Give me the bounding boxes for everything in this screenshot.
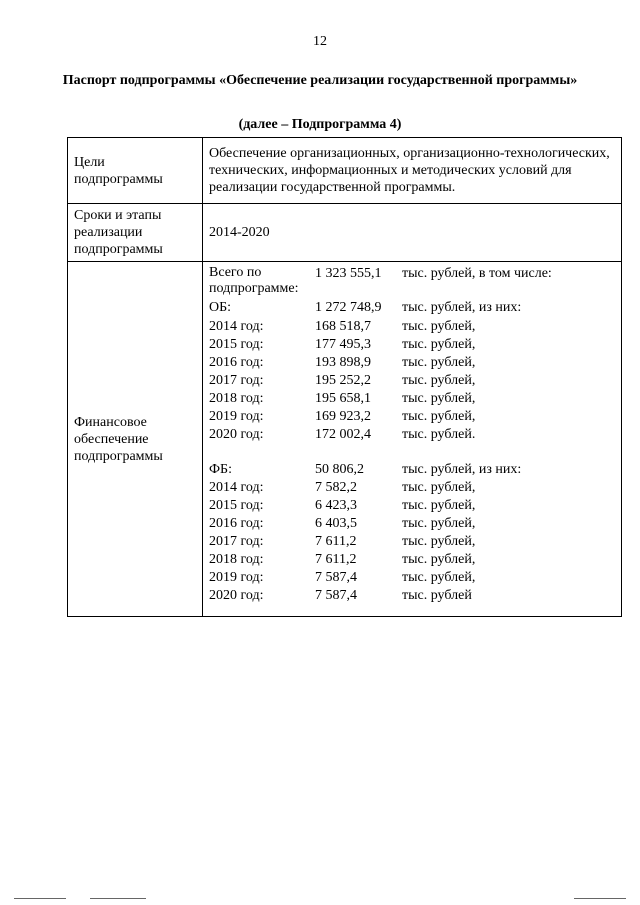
goals-text: Обеспечение организационных, организационно-технологических, технических, информационных и методических условий для реализации государственной программы. <box>203 138 622 204</box>
ob-year-label: 2016 год: <box>209 355 264 370</box>
fb-year-unit: тыс. рублей, <box>402 480 476 495</box>
ob-year-value: 172 002,4 <box>315 427 371 442</box>
ob-year-unit: тыс. рублей, <box>402 319 476 334</box>
goals-label: Цели подпрограммы <box>68 138 203 204</box>
fb-year-row <box>209 515 619 532</box>
ob-year-unit: тыс. рублей, <box>402 409 476 424</box>
finance-ob-row <box>209 299 619 316</box>
fb-year-label: 2018 год: <box>209 552 264 567</box>
total-label: Всего по подпрограмме: <box>209 265 299 296</box>
finance-total-row <box>209 265 619 299</box>
fb-year-row <box>209 551 619 568</box>
ob-year-row <box>209 372 619 389</box>
table-row <box>68 262 622 617</box>
finance-fb-row <box>209 461 619 478</box>
terms-label: Сроки и этапы реализации подпрограммы <box>68 204 203 262</box>
ob-year-unit: тыс. рублей, <box>402 391 476 406</box>
ob-year-value: 169 923,2 <box>315 409 371 424</box>
ob-year-unit: тыс. рублей, <box>402 355 476 370</box>
fb-year-value: 7 611,2 <box>315 534 357 549</box>
ob-year-row <box>209 408 619 425</box>
fb-year-row <box>209 533 619 550</box>
fb-year-unit: тыс. рублей, <box>402 552 476 567</box>
fb-year-value: 7 582,2 <box>315 480 357 495</box>
ob-year-label: 2014 год: <box>209 319 264 334</box>
ob-year-value: 177 495,3 <box>315 337 371 352</box>
fb-year-value: 7 587,4 <box>315 570 357 585</box>
fb-year-value: 6 403,5 <box>315 516 357 531</box>
ob-year-row <box>209 318 619 335</box>
fb-year-label: 2020 год: <box>209 588 264 603</box>
ob-year-label: 2018 год: <box>209 391 264 406</box>
ob-year-row <box>209 354 619 371</box>
fb-year-row <box>209 569 619 586</box>
ob-year-value: 195 658,1 <box>315 391 371 406</box>
fb-year-value: 7 587,4 <box>315 588 357 603</box>
fb-year-unit: тыс. рублей <box>402 588 472 603</box>
fb-label: ФБ: <box>209 462 232 477</box>
fb-year-unit: тыс. рублей, <box>402 534 476 549</box>
table-row <box>68 138 622 204</box>
fb-year-row <box>209 479 619 496</box>
document-subtitle: (далее – Подпрограмма 4) <box>238 117 402 132</box>
ob-unit: тыс. рублей, из них: <box>402 300 522 315</box>
fb-year-row <box>209 497 619 514</box>
fb-year-value: 6 423,3 <box>315 498 357 513</box>
fb-year-row <box>209 587 619 604</box>
ob-year-row <box>209 426 619 443</box>
footer-divider <box>574 898 626 899</box>
ob-year-value: 168 518,7 <box>315 319 371 334</box>
document-title: Паспорт подпрограммы «Обеспечение реализации государственной программы» <box>62 73 578 88</box>
fb-year-value: 7 611,2 <box>315 552 357 567</box>
ob-year-label: 2020 год: <box>209 427 264 442</box>
ob-year-label: 2019 год: <box>209 409 264 424</box>
ob-year-unit: тыс. рублей, <box>402 373 476 388</box>
terms-text: 2014-2020 <box>203 204 622 262</box>
fb-year-label: 2019 год: <box>209 570 264 585</box>
ob-label: ОБ: <box>209 300 232 315</box>
total-unit: тыс. рублей, в том числе: <box>402 266 552 281</box>
ob-year-label: 2017 год: <box>209 373 264 388</box>
fb-year-unit: тыс. рублей, <box>402 570 476 585</box>
finance-label: Финансовое обеспечение подпрограммы <box>68 262 203 617</box>
table-row <box>68 204 622 262</box>
fb-year-label: 2017 год: <box>209 534 264 549</box>
total-value: 1 323 555,1 <box>315 266 382 281</box>
subprogram-passport-table <box>67 137 622 617</box>
finance-breakdown <box>209 265 615 613</box>
fb-unit: тыс. рублей, из них: <box>402 462 522 477</box>
fb-value: 50 806,2 <box>315 462 364 477</box>
page-number: 12 <box>313 34 327 49</box>
ob-year-unit: тыс. рублей, <box>402 337 476 352</box>
fb-year-label: 2015 год: <box>209 498 264 513</box>
fb-year-unit: тыс. рублей, <box>402 516 476 531</box>
ob-year-value: 195 252,2 <box>315 373 371 388</box>
ob-value: 1 272 748,9 <box>315 300 382 315</box>
fb-year-unit: тыс. рублей, <box>402 498 476 513</box>
finance-cell <box>203 262 622 617</box>
footer-divider <box>14 898 66 899</box>
fb-year-label: 2014 год: <box>209 480 264 495</box>
ob-year-label: 2015 год: <box>209 337 264 352</box>
footer-divider <box>90 898 146 899</box>
ob-year-row <box>209 390 619 407</box>
ob-year-unit: тыс. рублей. <box>402 427 476 442</box>
ob-year-value: 193 898,9 <box>315 355 371 370</box>
ob-year-row <box>209 336 619 353</box>
fb-year-label: 2016 год: <box>209 516 264 531</box>
